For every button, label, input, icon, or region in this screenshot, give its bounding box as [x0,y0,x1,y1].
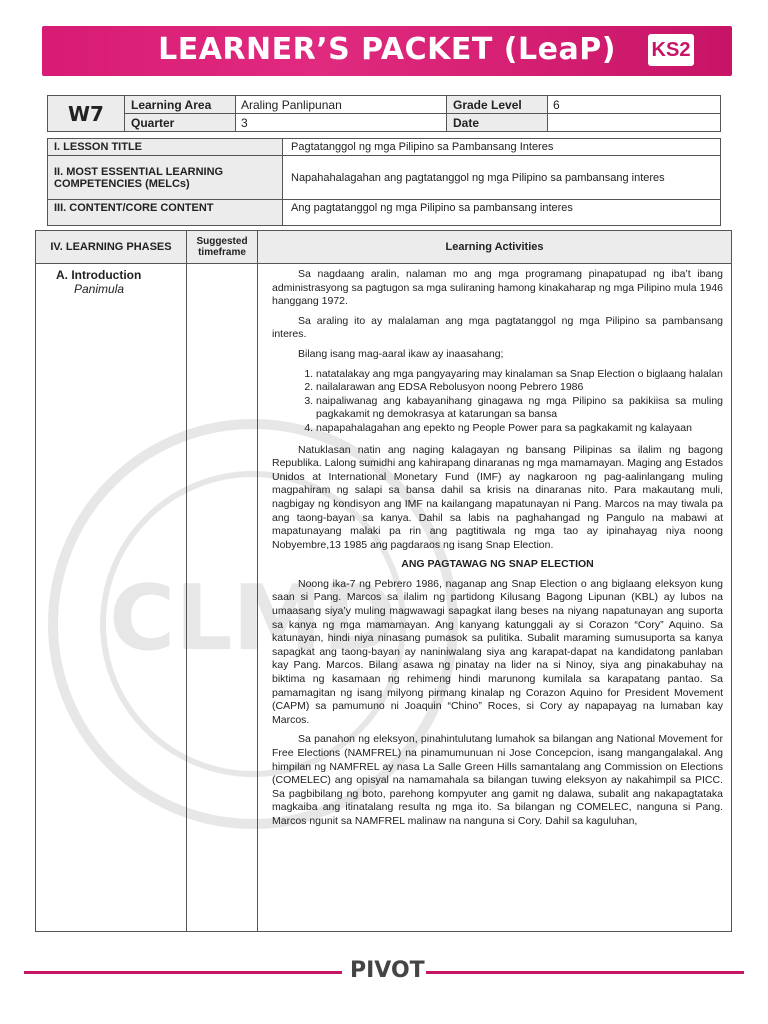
paragraph: Sa panahon ng eleksyon, pinahintulutang lumahok sa bilangan ang National Movement for Free Elections (NAMFREL) na pinamumunuan ni Jose Concepcion, isang mangangalakal. Ang himpilan ng NAMFREL ay nasa La Salle Green Hills samantalang ang Commission on Elections (COMELEC) ang opisyal na namamahala sa bilangan tuwing eleksyon ay nakahimpil sa PICC. Sa pagbibilang ng boto, parehong kompyuter ang gamit ng dalawa, subalit ang nakapagtataka magkaiba ang itinatalang resulta ng mga ito. Sa bilangan ng COMELEC, nanguna si Pang. Marcos ngunit sa NAMFREL malinaw na nanguna si Cory. Dahil sa kaguluhan, [272,733,723,827]
paragraph: Bilang isang mag-aaral ikaw ay inaasahang; [298,347,504,360]
activities-cell [109,264,732,932]
col-timeframe: Suggested timeframe [187,231,258,264]
footer-line-left [24,971,342,974]
paragraph: Noong ika-7 ng Pebrero 1986, naganap ang Snap Election o ang biglaang eleksyon kung saan si Pang. Marcos sa ilalim ng partidong Kilusang Bagong Lipunan (KBL) ay lubos na umaasang siya’y muling magwawagi sapagkat ilang beses na niyang napatunayan ang suporta sa kanya ng mga mamamayan. Ang kanyang katunggali ay si Corazon “Cory” Aquino. Sa katunayan, hindi niya ninasang pumasok sa pulitika. Subalit maraming sumusuporta sa kanya sapagkat ang taong-bayan ay naniniwalang siya ang karapat-dapat na kandidatong panlaban kay Pang. Marcos. Bilang asawa ng pinatay na lider na si Ninoy, siya ang pinakabuhay na biktima ng kasamaan ng rehimeng hindi marunong kumilala sa karapatang pantao. Sa pamamagitan ng isang milyong pirmang kinalap ng Corazon Aquino for President Movement (CAPM) sa pamumuno ni Joaquin “Chino” Roces, si Cory ay napapayag na lumaban kay Marcos. [272,577,723,726]
learning-phases-table [35,230,732,932]
grade-level-label: Grade Level [447,96,548,114]
pivot-logo: PIVOT [350,958,425,983]
content-label: III. CONTENT/CORE CONTENT [48,200,283,226]
date-label: Date [447,114,548,132]
date-value [548,114,721,132]
grade-level-value: 6 [548,96,721,114]
learning-area-label: Learning Area [125,96,236,114]
paragraph: Natuklasan natin ang naging kalagayan ng bansang Pilipinas sa ilalim ng bagong Republika. Lalong sumidhi ang kahirapang dinaranas ng mga mamamayan. Maging ang Estados Unidos at International Monetary Fund (IMF) ay nagkaroon ng pag-aalinlangang muling magpahiram ng salapi sa bansa dahil sa krisis na dinaranas nito. Para makautang muli, nagbigay ng kondisyon ang IMF na kailangang mapatunayan ni Pang. Marcos na may tiwala pa ang taong-bayan sa kanya. Dahil sa labis na paghahangad ng Pangulo na mabawi at mapatunayang malaki pa rin ang pagtitiwala ng mga tao ay ipinahayag niya noong Nobyembre,13 1985 ang pagdaraos ng isang Snap Election. [272,443,723,551]
timeframe-cell [187,264,258,932]
svg-text:CLMD: CLMD [109,566,397,671]
section-title: ANG PAGTAWAG NG SNAP ELECTION [401,558,594,571]
list-item: 4. napapahalagahan ang epekto ng People Power para sa pagkakamit ng kalayaan [316,422,723,436]
list-item: 2. nailalarawan ang EDSA Rebolusyon noong Pebrero 1986 [316,381,723,395]
list-item: 1. natatalakay ang mga pangyayaring may kinalaman sa Snap Election o biglaang halalan [316,368,723,382]
activities-body [258,264,731,829]
banner-title: LEARNER’S PACKET (LeaP) [158,32,616,67]
lesson-info-table [47,138,721,226]
phase-a-title: A. Introduction [56,268,142,282]
ks-badge: KS2 [648,34,694,66]
learning-area-value: Araling Panlipunan [236,96,447,114]
col-learning-activities: Learning Activities [258,231,732,264]
packet-banner [42,26,732,76]
phase-a-subtitle: Panimula [74,282,125,296]
lesson-title-label: I. LESSON TITLE [48,139,283,156]
week-label: W7 [48,96,125,132]
lesson-title-value: Pagtatanggol ng mga Pilipino sa Pambansang Interes [283,139,721,156]
footer-line-right [426,971,744,974]
header-table [47,95,721,132]
melcs-label: II. MOST ESSENTIAL LEARNING COMPETENCIES (MELCs) [48,156,283,200]
paragraph: Sa araling ito ay malalaman ang mga pagtatanggol ng mga Pilipino sa pambansang interes. [272,314,723,341]
quarter-label: Quarter [125,114,236,132]
content-value: Ang pagtatanggol ng mga Pilipino sa pambansang interes [283,200,721,226]
paragraph: Sa nagdaang aralin, nalaman mo ang mga programang pinapatupad ng iba’t ibang administrasyong sa pagtugon sa mga suliraning hamong kinakaharap ng mga Pilipino mula 1946 hanggang 1972. [272,268,723,308]
objectives-list [272,368,723,436]
quarter-value: 3 [236,114,447,132]
melcs-value: Napahahalagahan ang pagtatanggol ng mga Pilipino sa pambansang interes [283,156,721,200]
col-learning-phases: IV. LEARNING PHASES [36,231,187,264]
list-item: 3. naipaliwanag ang kabayanihang ginagawa ng mga Pilipino sa pakikiisa sa muling pagkakamit ng demokrasya at katarungan sa bansa [316,395,723,422]
phase-introduction [36,264,187,932]
